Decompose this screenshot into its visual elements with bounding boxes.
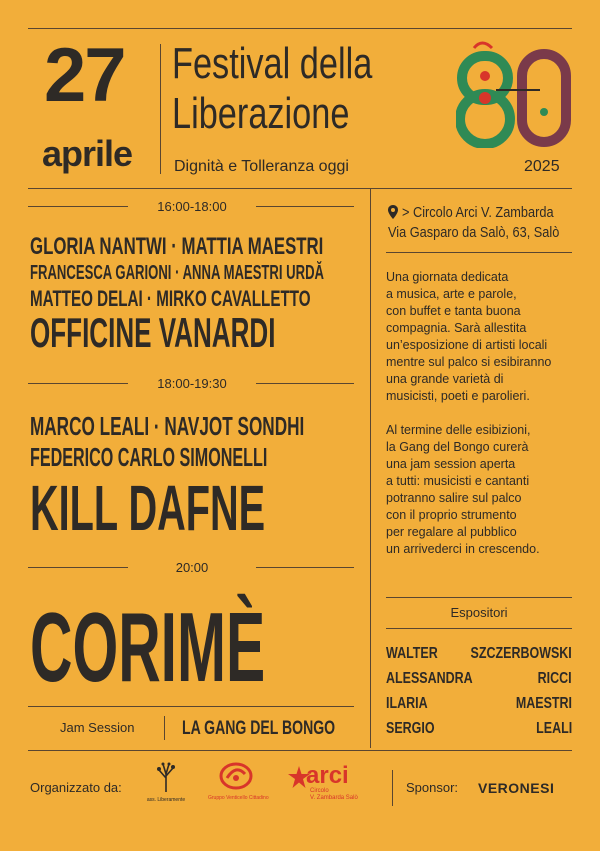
desc2-line: un arrivederci in crescendo.: [386, 542, 540, 556]
slot1-rule-left: [28, 206, 128, 207]
liberamente-logo: [146, 762, 186, 803]
slot1-time: 16:00-18:00: [157, 199, 227, 214]
desc2-line: la Gang del Bongo curerà: [386, 440, 529, 454]
desc1-line: compagnia. Sarà allestita: [386, 321, 527, 335]
desc2-line: a tutti: musicisti e cantanti: [386, 474, 530, 488]
slot2-artists-line1: MARCO LEALI · NAVJOT SONDHI: [30, 411, 305, 441]
venticello-logo: [208, 762, 269, 801]
header-divider: [160, 44, 161, 174]
footer-top-rule: [28, 750, 572, 751]
slot2-headliner: KILL DAFNE: [30, 472, 266, 544]
slot3-time: 20:00: [175, 560, 209, 575]
org2-name: Gruppo Venticello Cittadino: [208, 795, 269, 801]
desc1-line: a musica, arte e parole,: [386, 287, 517, 301]
espositore-first: WALTER: [386, 645, 438, 662]
desc1-line: un’esposizione di artisti locali: [386, 338, 548, 352]
espositore-last: LEALI: [535, 720, 572, 737]
description-paragraph-2: [386, 422, 586, 558]
slot2-time: 18:00-19:30: [157, 376, 227, 391]
jam-top-rule: [28, 706, 354, 707]
slot2-rule-left: [28, 383, 128, 384]
slot1-artists-line3: MATTEO DELAI · MIRKO CAVALLETTO: [30, 286, 311, 311]
desc1-line: mentre sul palco si esibiranno: [386, 355, 552, 369]
festival-year: 2025: [524, 158, 560, 175]
arci-sub1: Circolo: [310, 788, 329, 794]
arci-wordmark: arci: [306, 762, 349, 789]
espositori-bottom-rule: [386, 628, 572, 629]
espositore-first: ILARIA: [386, 695, 428, 712]
espositore-last: MAESTRI: [515, 695, 572, 712]
footer-divider: [392, 770, 393, 806]
event-month: aprile: [42, 133, 133, 174]
jam-band: LA GANG DEL BONGO: [182, 718, 336, 739]
description-paragraph-1: [386, 269, 586, 405]
slot1-artists-line2: FRANCESCA GARIONI · ANNA MAESTRI URDĂ: [30, 262, 325, 284]
organized-by-label: Organizzato da:: [30, 780, 122, 795]
slot1-headliner: OFFICINE VANARDI: [30, 309, 276, 356]
espositore-first: ALESSANDRA: [386, 670, 473, 687]
jam-divider: [164, 716, 165, 740]
slot2-rule-right: [256, 383, 354, 384]
festival-title-line1: Festival della: [172, 39, 373, 88]
desc1-line: con buffet e tanta buona: [386, 304, 521, 318]
org1-name: ass. Liberamente: [146, 797, 186, 803]
desc1-line: Una giornata dedicata: [386, 270, 509, 284]
espositore-row: [386, 695, 572, 713]
desc2-line: Al termine delle esibizioni,: [386, 423, 531, 437]
column-divider: [370, 188, 371, 748]
festival-title-line2: Liberazione: [172, 89, 350, 138]
venue-address: Via Gasparo da Salò, 63, Salò: [388, 224, 560, 241]
espositore-row: [386, 720, 572, 738]
slot3-headliner: CORIMÈ: [30, 592, 266, 702]
slot1-rule-right: [256, 206, 354, 207]
sponsor-logo: VERONESI: [478, 780, 555, 796]
desc1-line: musicisti, poeti e parolieri.: [386, 389, 530, 403]
espositori-title: Espositori: [450, 605, 508, 620]
map-pin-icon: [388, 205, 398, 224]
event-day: 27: [44, 33, 125, 118]
desc2-line: potranno salire sul palco: [386, 491, 522, 505]
espositore-row: [386, 670, 572, 688]
desc2-line: per regalare al pubblico: [386, 525, 517, 539]
jam-label: Jam Session: [60, 720, 135, 735]
slot3-rule-right: [256, 567, 354, 568]
header-bottom-rule: [28, 188, 572, 189]
espositori-top-rule: [386, 597, 572, 598]
top-rule: [28, 28, 572, 29]
venue-name: > Circolo Arci V. Zambarda: [402, 204, 554, 221]
espositore-row: [386, 645, 572, 663]
sponsor-label: Sponsor:: [406, 780, 459, 795]
espositore-last: SZCZERBOWSKI: [470, 645, 572, 662]
anniversary-80-logo: [456, 40, 572, 148]
arci-sub2: V. Zambarda Salò: [310, 795, 358, 801]
espositore-first: SERGIO: [386, 720, 435, 737]
venue-bottom-rule: [386, 252, 572, 253]
festival-subtitle: Dignità e Tolleranza oggi: [174, 158, 349, 175]
slot2-artists-line2: FEDERICO CARLO SIMONELLI: [30, 442, 268, 472]
desc1-line: una grande varietà di: [386, 372, 504, 386]
slot1-artists-line1: GLORIA NANTWI · MATTIA MAESTRI: [30, 233, 324, 260]
espositore-last: RICCI: [538, 670, 572, 687]
slot3-rule-left: [28, 567, 128, 568]
desc2-line: una jam session aperta: [386, 457, 516, 471]
desc2-line: con il proprio strumento: [386, 508, 517, 522]
